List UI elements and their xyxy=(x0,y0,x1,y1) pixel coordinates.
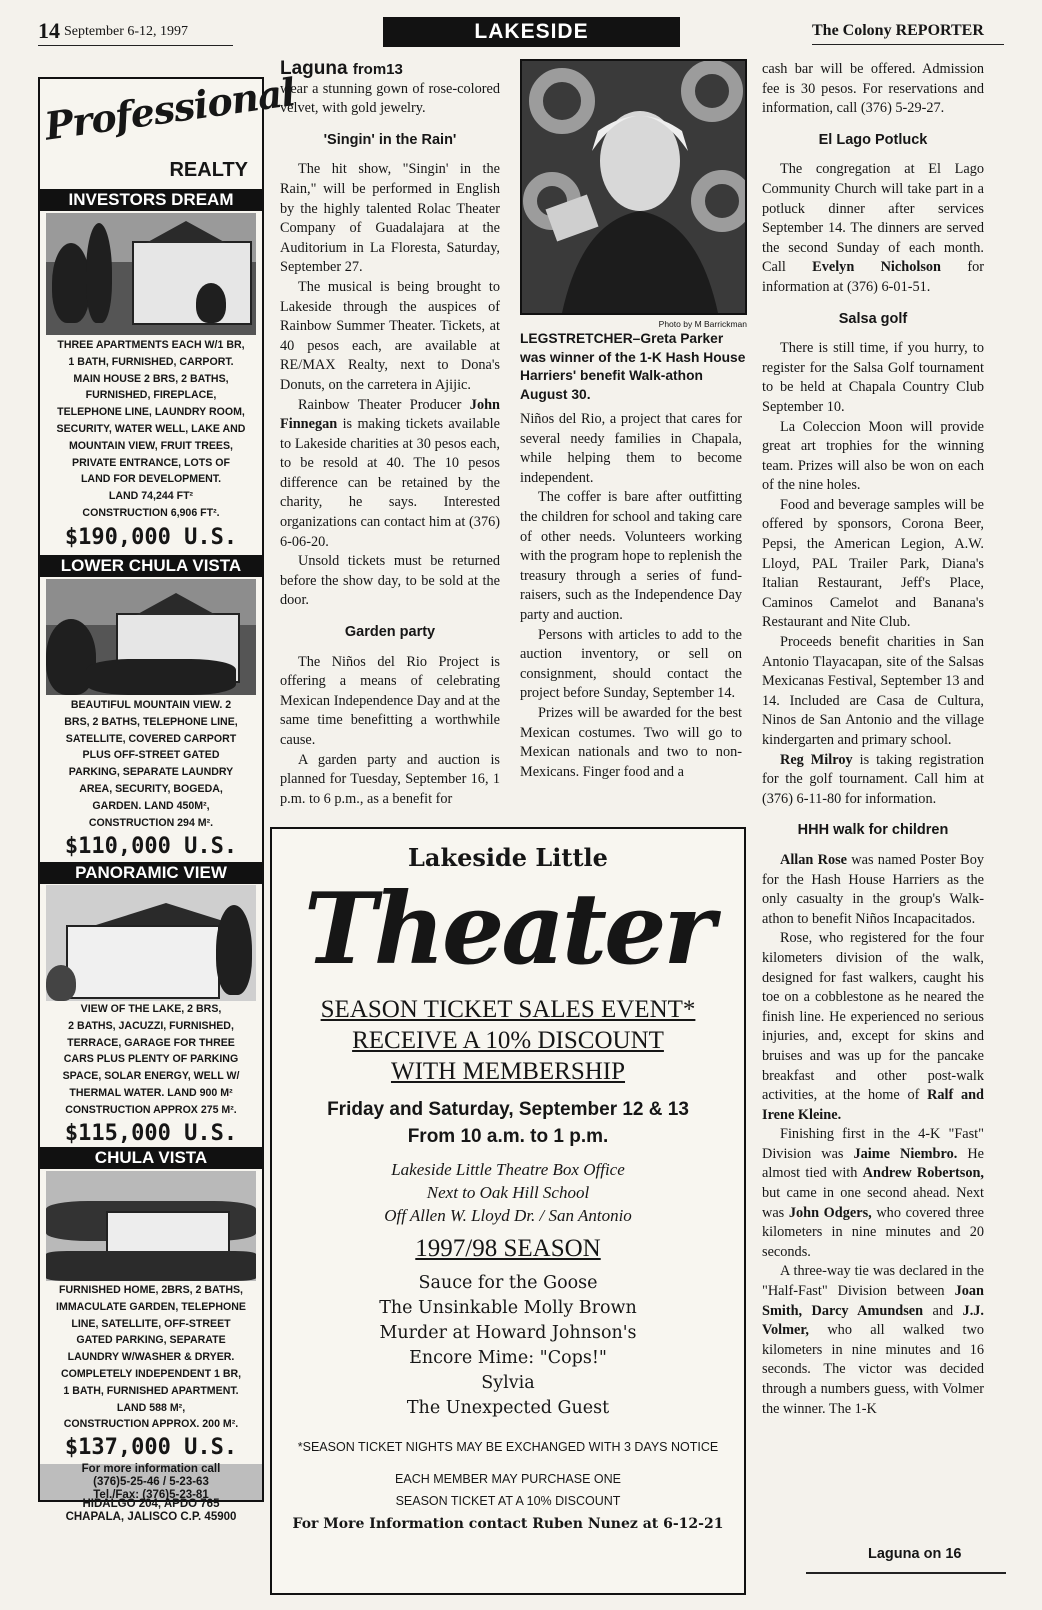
theater-play: Murder at Howard Johnson's xyxy=(379,1323,637,1343)
contact-line: For more information call xyxy=(81,1463,221,1475)
article-column-1 xyxy=(280,59,500,809)
theater-dates: From 10 a.m. to 1 p.m. xyxy=(407,1126,609,1147)
article-paragraph: The Niños del Rio Project is offering a means of celebrating Mexican Independence Day and at the same time benefitting a worthwhile cause. xyxy=(280,653,500,748)
theater-ad-top: Lakeside Little xyxy=(408,843,608,872)
property-title: INVESTORS DREAM xyxy=(40,189,262,211)
theater-play: Sauce for the Goose xyxy=(418,1273,598,1293)
realty-logo-sub: REALTY xyxy=(169,159,248,181)
theater-play: Encore Mime: "Cops!" xyxy=(409,1348,607,1368)
article-paragraph: Proceeds benefit charities in San Antonio Tlayacapan, site of the Salsas Mexicanas Festival, September 13 and 14. Included are Casa de Cultura, Ninos de San Antonio and the village kindergarten and primary school. xyxy=(762,634,984,748)
theater-play: The Unexpected Guest xyxy=(406,1398,610,1418)
page-number: 14 xyxy=(38,18,60,43)
article-paragraph: Unsold tickets must be returned before the show day, to be sold at the door. xyxy=(280,553,500,609)
article-paragraph: Allan Rose was named Poster Boy for the Hash House Harriers as the only casualty in the group's Walk-athon to benefit Niños Incapacitados. xyxy=(762,851,985,927)
section-banner: LAKESIDE xyxy=(383,17,680,47)
theater-headline: SEASON TICKET SALES EVENT* xyxy=(320,996,696,1023)
theater-member: SEASON TICKET AT A 10% DISCOUNT xyxy=(395,1494,621,1508)
article-column-3 xyxy=(762,60,984,1419)
article-paragraph: Food and beverage samples will be offered by sponsors, Corona Beer, Pepsi, the American Legion, A.W. Lloyd, PAL Trailer Park, Diana's Italian Restaurant, Jeff's Place, Caminos Camelot and Banana's Restaurant and Nite Club. xyxy=(762,496,984,631)
article-paragraph: The coffer is bare after outfitting the children for school and taking care of other needs. Volunteers working with the program hope to replenish the treasury through a series of fund-raisers, such as the Independence Day party and auction. xyxy=(520,489,742,623)
theater-ad-script: Theater xyxy=(303,872,713,987)
jump-line: Laguna on 16 xyxy=(868,1546,962,1562)
theater-ad xyxy=(270,827,746,1595)
property-photo xyxy=(46,213,256,335)
theater-play: The Unsinkable Molly Brown xyxy=(379,1298,637,1318)
article-paragraph: Reg Milroy is taking registration for the golf tournament. Call him at (376) 6-11-80 for information. xyxy=(762,751,985,807)
article-paragraph: La Coleccion Moon will provide great art trophies for the winning team. Prizes will also be won on each of the nine holes. xyxy=(762,418,984,494)
article-paragraph: Niños del Rio, a project that cares for several needy families in Chapala, while helping them to become independent. xyxy=(520,411,742,486)
jump-rule xyxy=(806,1572,1006,1574)
theater-location: Lakeside Little Theatre Box Office xyxy=(391,1160,625,1179)
article-paragraph: Rainbow Theater Producer John Finnegan is making tickets available to Lakeside charities at 30 pesos each, to be resold at 40. The 10 pesos difference can be retained by the charity, he says. Interested organizations can contact him at (376) 6-06-20. xyxy=(280,396,501,550)
property-description: FURNISHED HOME, 2BRS, 2 BATHS, IMMACULATE GARDEN, TELEPHONE LINE, SATELLITE, OFF-STREET GATED PARKING, SEPARATE LAUNDRY W/WASHER & DRYER. COMPLETELY INDEPENDENT 1 BR, 1 BATH, FURNISHED APARTMENT. LAND 588 M², CONSTRUCTION APPROX. 200 M². xyxy=(56,1284,246,1431)
property-photo xyxy=(46,1171,256,1281)
realty-ad xyxy=(38,69,298,1502)
property-price: $110,000 U.S. xyxy=(64,834,238,859)
article-kicker: Laguna from13 xyxy=(280,58,403,79)
subhead: Garden party xyxy=(344,624,436,641)
property-title: LOWER CHULA VISTA xyxy=(40,555,262,577)
contact-line: HIDALGO 204, APDO 765 xyxy=(82,1498,220,1510)
article-column-2 xyxy=(520,410,742,782)
article-paragraph: The musical is being brought to Lakeside through the auspices of Rainbow Summer Theater. Tickets, at 40 pesos each, are available at RE/MAX Realty, next to Dona's Donuts, on the carretera in Ajijic. xyxy=(280,278,500,393)
article-paragraph: wear a stunning gown of rose-colored velvet, with gold jewelry. xyxy=(280,80,500,117)
issue-date: September 6-12, 1997 xyxy=(64,24,189,39)
subhead: HHH walk for children xyxy=(797,822,949,839)
theater-location: Next to Oak Hill School xyxy=(426,1183,590,1202)
article-paragraph: There is still time, if you hurry, to register for the Salsa Golf tournament to be held at Chapala Country Club September 10. xyxy=(762,340,984,415)
property-description: THREE APARTMENTS EACH W/1 BR, 1 BATH, FURNISHED, CARPORT. MAIN HOUSE 2 BRS, 2 BATHS, FURNISHED, FIREPLACE, TELEPHONE LINE, LAUNDRY ROOM, SECURITY, WATER WELL, LAKE AND MOUNTAIN VIEW, FRUIT TREES, PRIVATE ENTRANCE, LOTS OF LAND FOR DEVELOPMENT. LAND 74,244 FT² CONSTRUCTION 6,906 FT². xyxy=(56,339,246,519)
theater-contact: For More Information contact Ruben Nunez at 6-12-21 xyxy=(292,1516,724,1532)
article-paragraph: Finishing first in the 4-K "Fast" Division was Jaime Niembro. He almost tied with Andrew Robertson, but came in one second ahead. Next was John Odgers, who covered three kilometers in nine minutes and 20 seconds. xyxy=(762,1126,985,1260)
property-price: $115,000 U.S. xyxy=(64,1121,238,1146)
property-price: $190,000 U.S. xyxy=(64,525,238,550)
header-rule-right xyxy=(812,44,1004,45)
contact-line: (376)5-25-46 / 5-23-63 xyxy=(93,1476,209,1488)
subhead: El Lago Potluck xyxy=(818,131,928,148)
news-photo xyxy=(520,59,747,315)
theater-headline: RECEIVE A 10% DISCOUNT xyxy=(352,1027,664,1054)
article-paragraph: A garden party and auction is planned for Tuesday, September 16, 1 p.m. to 6 p.m., as a benefit for xyxy=(280,751,500,807)
article-paragraph: The hit show, "Singin' in the Rain," will be performed in English by the highly talented Rolac Theater Company of Guadalajara at the Auditorium in La Floresta, Saturday, September 27. xyxy=(280,161,500,276)
article-paragraph: Persons with articles to add to the auction inventory, or sell on consignment, should contact the project before Sunday, September 14. xyxy=(520,626,742,702)
theater-location: Off Allen W. Lloyd Dr. / San Antonio xyxy=(384,1206,632,1225)
property-price: $137,000 U.S. xyxy=(64,1435,238,1460)
theater-member: EACH MEMBER MAY PURCHASE ONE xyxy=(395,1472,621,1486)
theater-note: *SEASON TICKET NIGHTS MAY BE EXCHANGED WITH 3 DAYS NOTICE xyxy=(297,1440,719,1454)
theater-headline: WITH MEMBERSHIP xyxy=(390,1058,626,1085)
article-paragraph: The congregation at El Lago Community Church will take part in a potluck dinner after services September 14. The dinners are served the second Sunday of each month. Call Evelyn Nicholson for information at (376) 6-01-51. xyxy=(762,161,985,295)
article-paragraph: cash bar will be offered. Admission fee is 30 pesos. For reservations and information, call (376) 5-29-27. xyxy=(762,61,984,117)
subhead: 'Singin' in the Rain' xyxy=(323,131,457,148)
contact-line: CHAPALA, JALISCO C.P. 45900 xyxy=(65,1511,237,1523)
photo-caption: LEGSTRETCHER–Greta Parker was winner of the 1-K Hash House Harriers' benefit Walk-athon August 30. xyxy=(520,331,746,402)
article-paragraph: A three-way tie was declared in the "Half-Fast" Division between Joan Smith, Darcy Amundsen and J.J. Volmer, who all walked two kilometers in nine minutes and 16 seconds. The victor was decided through a numbers guess, with Volmer the winner. The 1-K xyxy=(762,1263,984,1417)
property-title: PANORAMIC VIEW xyxy=(40,862,262,884)
article-paragraph: Rose, who registered for the four kilometers division of the walk, designed for fast walkers, caught his toe on a cobblestone as he neared the finish line. He experienced no serious injuries, and, except for skins and bruises and was up for the pancake breakfast and other post-walk activities, at the home of Ralf and Irene Kleine. xyxy=(762,930,985,1123)
property-title: CHULA VISTA xyxy=(40,1147,262,1169)
property-description: VIEW OF THE LAKE, 2 BRS, 2 BATHS, JACUZZI, FURNISHED, TERRACE, GARAGE FOR THREE CARS PLUS PLENTY OF PARKING SPACE, SOLAR ENERGY, WELL W/ THERMAL WATER. LAND 900 M² CONSTRUCTION APPROX 275 M². xyxy=(62,1003,240,1116)
article-paragraph: Prizes will be awarded for the best Mexican costumes. Two will go to Mexican nationals and two to non-Mexicans. Finger food and a xyxy=(520,704,742,780)
realty-logo-script: Professional xyxy=(41,69,298,149)
property-photo xyxy=(46,885,256,1001)
photo-credit: Photo by M Barrickman xyxy=(658,319,747,329)
theater-season: 1997/98 SEASON xyxy=(415,1235,601,1262)
contact-line: Tel./Fax: (376)5-23-81 xyxy=(93,1489,209,1501)
subhead: Salsa golf xyxy=(838,310,908,327)
theater-play: Sylvia xyxy=(481,1373,535,1393)
theater-dates: Friday and Saturday, September 12 & 13 xyxy=(327,1099,689,1120)
paper-name: The Colony REPORTER xyxy=(812,22,984,39)
property-description: BEAUTIFUL MOUNTAIN VIEW. 2 BRS, 2 BATHS, TELEPHONE LINE, SATELLITE, COVERED CARPORT PLUS OFF-STREET GATED PARKING, SEPARATE LAUNDRY AREA, SECURITY, BOGEDA, GARDEN. LAND 450M², CONSTRUCTION 294 M². xyxy=(64,699,238,829)
property-photo xyxy=(46,579,256,695)
header-rule-left xyxy=(38,45,233,46)
